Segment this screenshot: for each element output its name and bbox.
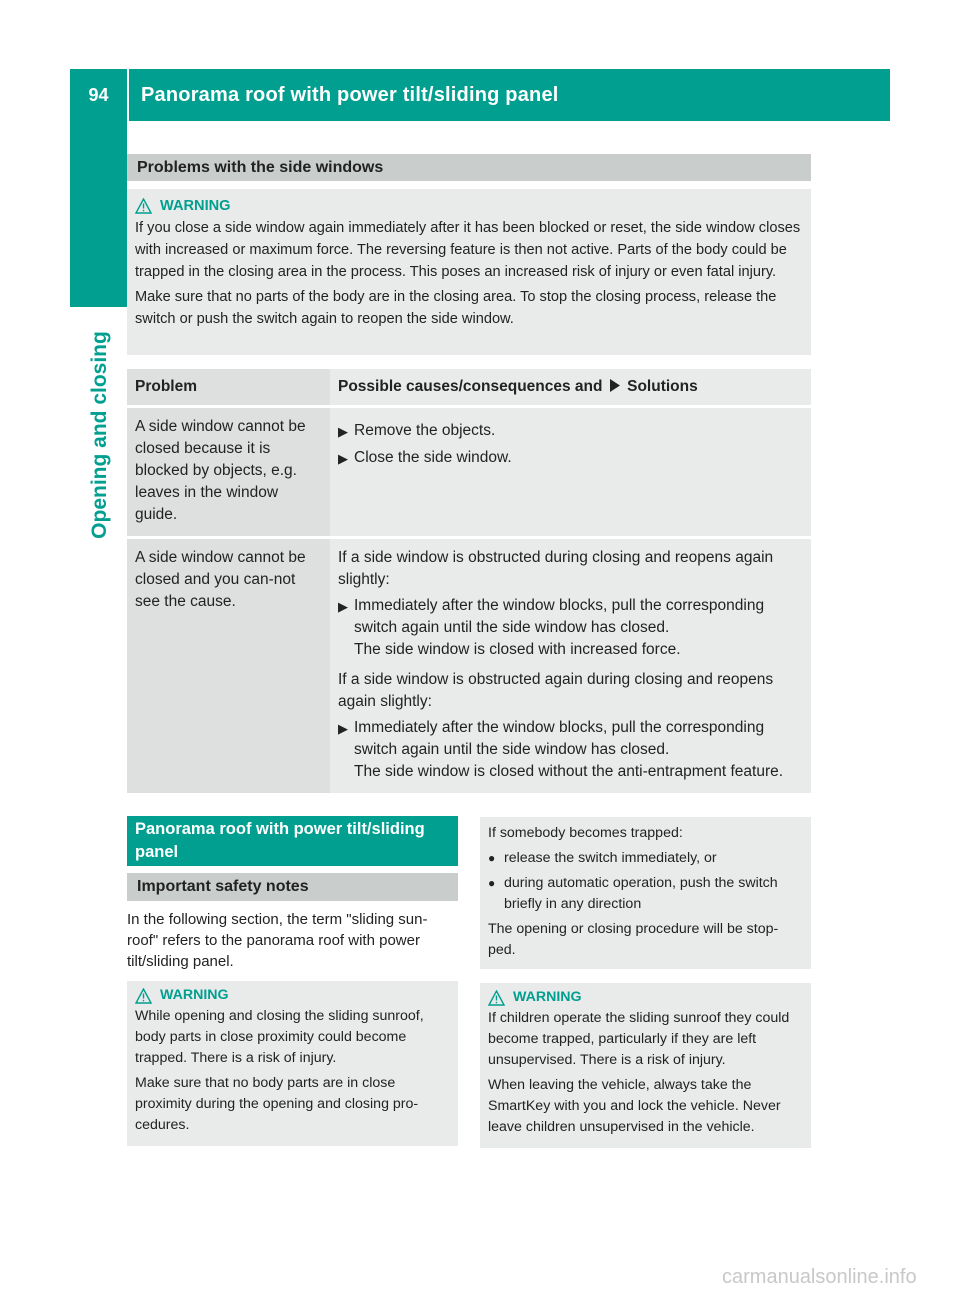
play-arrow-icon [609,379,621,392]
step-body [354,595,803,661]
trapped-outro: The opening or closing procedure will be stop-ped. [488,921,779,958]
warning-text: Make sure that no parts of the body are in the closing area. To stop the closing process, release the switch or push the switch again to reopen the side window. [135,289,777,327]
step-arrow-icon: ▶ [338,451,348,466]
warning-title [488,987,803,1008]
warning-title [135,985,450,1006]
warning-title [135,195,803,217]
section-heading-panorama: Panorama roof with power tilt/sliding panel [127,816,458,866]
step-text: Immediately after the window blocks, pull the corresponding switch again until the side window has closed. [354,719,765,758]
page-number: 94 [88,84,109,105]
problem-cell: A side window cannot be closed because it is blocked by objects, e.g. leaves in the window guide. [127,407,330,538]
table-row [127,538,811,794]
warning-box-sunroof [127,981,458,1146]
table-header-problem: Problem [127,369,330,407]
warning-triangle-icon [488,990,505,1006]
step-result: The side window is closed without the anti-entrapment feature. [354,763,784,780]
table-header-row [127,369,811,407]
trapped-intro: If somebody becomes trapped: [488,825,683,841]
step-arrow-icon: ▶ [338,721,348,736]
solution-step [338,447,803,470]
warning-text: Make sure that no body parts are in close proximity during the opening and closing pro-cedures. [135,1075,419,1133]
subsection-heading-safety: Important safety notes [127,873,458,901]
list-item-text: during automatic operation, push the switch briefly in any direction [504,875,778,912]
solution-cell [330,538,811,794]
watermark: carmanualsonline.info [722,1266,917,1288]
warning-box-children [480,983,811,1148]
problem-table [127,369,811,793]
table-header-solutions-label: Solutions [627,378,698,395]
warning-label: WARNING [160,987,229,1003]
solution-step [338,420,803,443]
chapter-tab [80,320,120,550]
step-text: Immediately after the window blocks, pull the corresponding switch again until the side window has closed. [354,597,765,636]
warning-text: If you close a side window again immediately after it has been blocked or reset, the side window closes with increased or maximum force. The reversing feature is then not active. Parts of the body could be trapped in the closing area in the process. This poses an increased risk of injury or even fatal injury. [135,220,801,280]
solution-step [338,717,803,783]
warning-text: If children operate the sliding sunroof they could become trapped, particularly if they are left unsupervised. There is a risk of injury. [488,1010,790,1068]
section-heading-side-windows: Problems with the side windows [127,154,811,181]
step-result: The side window is closed with increased force. [354,641,681,658]
warning-label: WARNING [160,198,231,214]
step-arrow-icon: ▶ [338,599,348,614]
solution-step [338,595,803,661]
cause-text: If a side window is obstructed again during closing and reopens again slightly: [338,671,774,710]
bullet-icon: ● [488,876,496,890]
table-row [127,407,811,538]
list-item [488,848,803,869]
step-arrow-icon: ▶ [338,424,348,439]
bullet-icon: ● [488,851,496,865]
list-item-text: release the switch immediately, or [504,850,717,866]
warning-text: When leaving the vehicle, always take the SmartKey with you and lock the vehicle. Never leave children unsupervised in the vehicle. [488,1077,781,1135]
page-title: Panorama roof with power tilt/sliding panel [141,83,559,106]
list-item [488,873,803,915]
warning-triangle-icon [135,198,152,214]
step-body [354,717,803,783]
chapter-tab-label: Opening and closing [88,331,111,539]
intro-paragraph: In the following section, the term "sliding sun-roof" refers to the panorama roof with power tilt/sliding panel. [127,911,428,970]
warning-triangle-icon [135,988,152,1004]
step-text: Remove the objects. [354,422,496,439]
warning-text: While opening and closing the sliding sunroof, body parts in close proximity could become trapped. There is a risk of injury. [135,1008,424,1066]
side-color-block [70,121,127,307]
warning-label: WARNING [513,989,582,1005]
page-header [70,69,890,121]
table-header-causes: Possible causes/consequences and [338,378,603,395]
warning-box-side-windows [127,189,811,355]
table-header-solutions [330,369,811,407]
step-text: Close the side window. [354,449,512,466]
solution-cell [330,407,811,538]
trapped-info-box [480,817,811,969]
cause-text: If a side window is obstructed during closing and reopens again slightly: [338,549,774,588]
problem-cell: A side window cannot be closed and you can-not see the cause. [127,538,330,794]
